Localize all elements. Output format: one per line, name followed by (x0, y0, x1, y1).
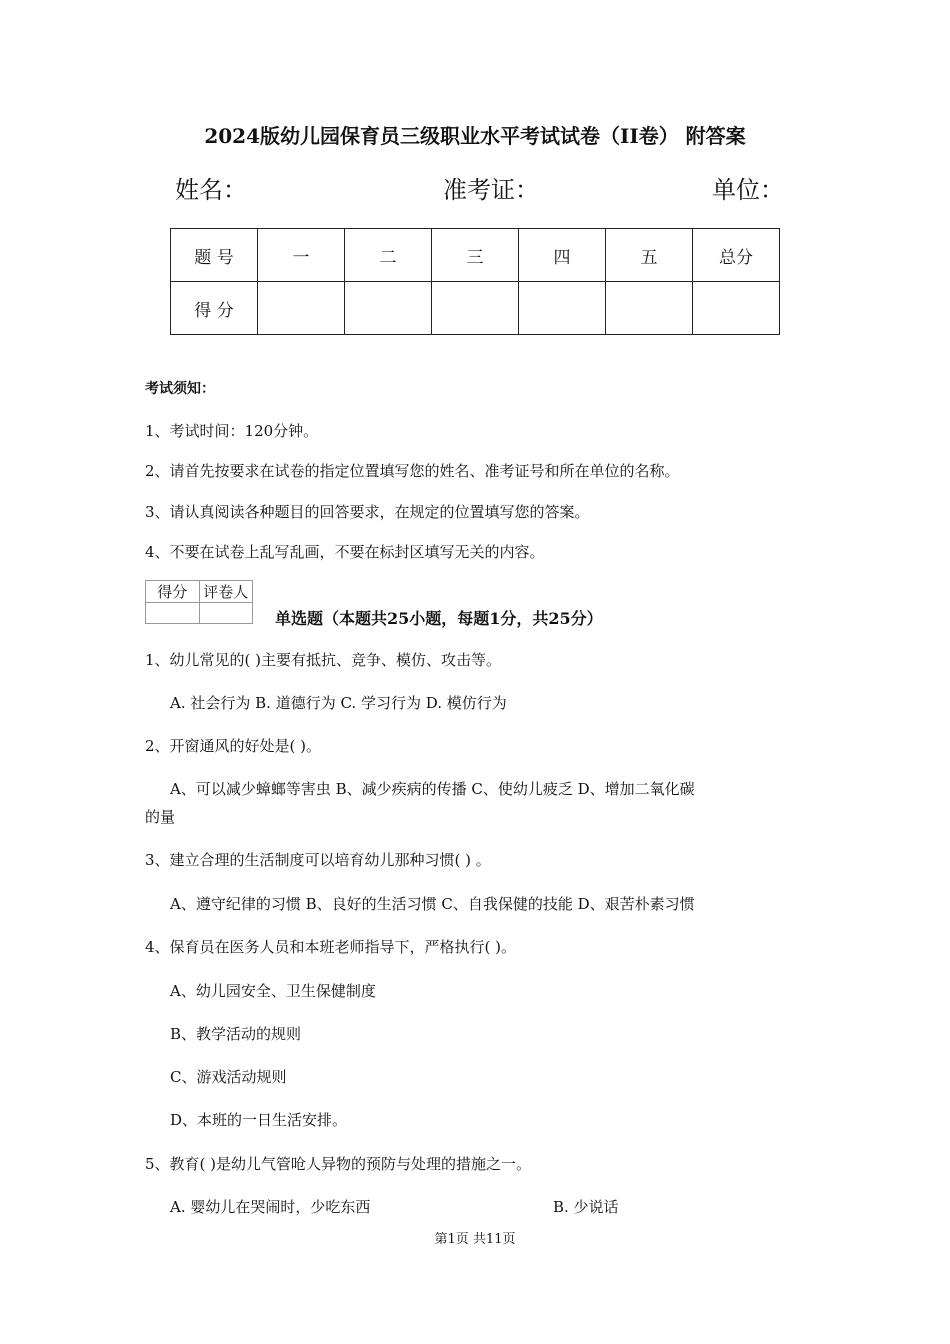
grader-box (145, 580, 253, 624)
grader-score-label: 得分 (146, 581, 200, 603)
page-title: 2024版幼儿园保育员三级职业水平考试试卷（II卷） 附答案 (204, 124, 746, 148)
notice-item: 3、请认真阅读各种题目的回答要求，在规定的位置填写您的答案。 (145, 503, 590, 521)
question-5-option-a: A. 婴幼儿在哭闹时，少吃东西 (170, 1198, 371, 1216)
score-row-label: 得 分 (171, 282, 258, 335)
exam-id-field-label: 准考证： (443, 176, 539, 204)
page-footer: 第1页 共11页 (434, 1232, 516, 1247)
section-heading: 单选题（本题共25小题，每题1分，共25分） (275, 609, 603, 628)
unit-field-label: 单位： (712, 176, 784, 204)
question-1-options: A. 社会行为 B. 道德行为 C. 学习行为 D. 模仿行为 (170, 694, 507, 712)
question-4-option-a: A、幼儿园安全、卫生保健制度 (170, 982, 376, 1000)
question-4-option-d: D、本班的一日生活安排。 (170, 1111, 348, 1129)
notice-item: 4、不要在试卷上乱写乱画，不要在标封区填写无关的内容。 (145, 543, 545, 561)
score-cell (693, 282, 780, 335)
score-cell (606, 282, 693, 335)
score-cell (432, 282, 519, 335)
notice-item: 1、考试时间：120分钟。 (145, 422, 319, 440)
grader-name-cell (199, 603, 253, 624)
grader-name-label: 评卷人 (199, 581, 253, 603)
score-table (170, 228, 780, 335)
score-header-cell: 一 (258, 229, 345, 282)
score-header-cell: 三 (432, 229, 519, 282)
notice-item: 2、请首先按要求在试卷的指定位置填写您的姓名、准考证号和所在单位的名称。 (145, 462, 680, 480)
question-2: 2、开窗通风的好处是( )。 (145, 737, 322, 755)
name-field-label: 姓名： (175, 176, 247, 204)
score-cell (519, 282, 606, 335)
score-cell (345, 282, 432, 335)
question-5-option-b: B. 少说话 (553, 1198, 619, 1216)
question-2-options: A、可以减少蟑螂等害虫 B、减少疾病的传播 C、使幼儿疲乏 D、增加二氧化碳 (170, 780, 695, 798)
score-table-header-row (171, 229, 780, 282)
grader-score-cell (146, 603, 200, 624)
score-table-score-row (171, 282, 780, 335)
question-5: 5、教育( )是幼儿气管呛人异物的预防与处理的措施之一。 (145, 1155, 532, 1173)
question-3: 3、建立合理的生活制度可以培育幼儿那种习惯( ) 。 (145, 851, 491, 869)
question-3-options: A、遵守纪律的习惯 B、良好的生活习惯 C、自我保健的技能 D、艰苦朴素习惯 (170, 895, 695, 913)
score-header-cell: 总分 (693, 229, 780, 282)
score-header-cell: 五 (606, 229, 693, 282)
score-header-cell: 二 (345, 229, 432, 282)
score-header-cell: 四 (519, 229, 606, 282)
score-header-cell: 题 号 (171, 229, 258, 282)
question-1: 1、幼儿常见的( )主要有抵抗、竞争、模仿、攻击等。 (145, 651, 502, 669)
question-2-options-cont: 的量 (145, 808, 176, 826)
notice-heading: 考试须知： (145, 381, 215, 397)
question-4-option-b: B、教学活动的规则 (170, 1025, 302, 1043)
question-4-option-c: C、游戏活动规则 (170, 1068, 287, 1086)
score-cell (258, 282, 345, 335)
question-4: 4、保育员在医务人员和本班老师指导下，严格执行( )。 (145, 938, 517, 956)
